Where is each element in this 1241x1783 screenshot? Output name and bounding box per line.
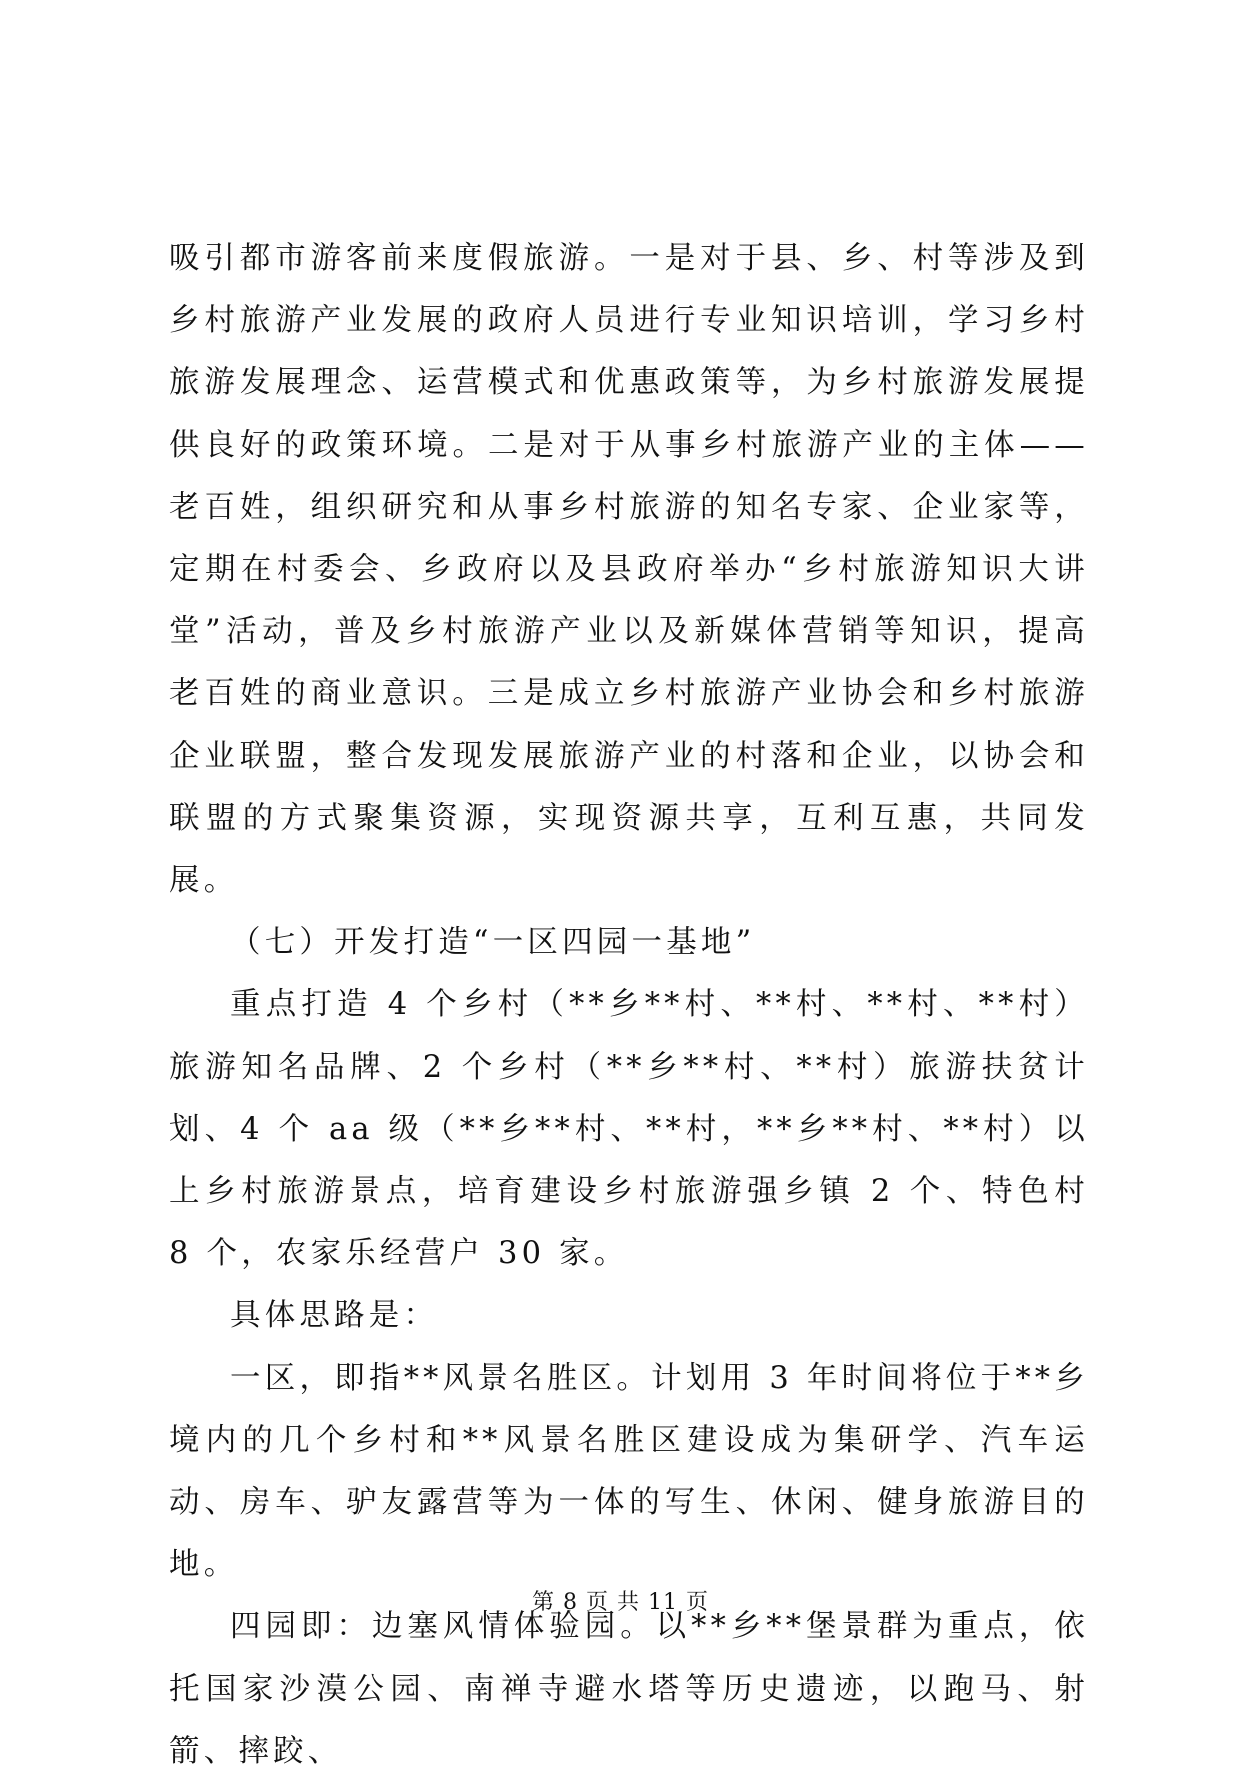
document-body <box>169 228 1089 1783</box>
paragraph-approach-intro: 具体思路是： <box>230 1298 439 1334</box>
paragraph-continuation: 吸引都市游客前来度假旅游。一是对于县、乡、村等涉及到乡村旅游产业发展的政府人员进行专业知识培训，学习乡村旅游发展理念、运营模式和优惠政策等，为乡村旅游发展提供良好的政策环境。二是对于从事乡村旅游产业的主体——老百姓，组织研究和从事乡村旅游的知名专家、企业家等，定期在村委会、乡政府以及县政府举办“乡村旅游知识大讲堂”活动，普及乡村旅游产业以及新媒体营销等知识，提高老百姓的商业意识。三是成立乡村旅游产业协会和乡村旅游企业联盟，整合发现发展旅游产业的村落和企业，以协会和联盟的方式聚集资源，实现资源共享，互利互惠，共同发展。 <box>169 241 1089 899</box>
section-heading: （七）开发打造“一区四园一基地” <box>230 925 756 961</box>
paragraph-one-zone: 一区，即指**风景名胜区。计划用 3 年时间将位于**乡境内的几个乡村和**风景名胜区建设成为集研学、汽车运动、房车、驴友露营等为一体的写生、休闲、健身旅游目的地。 <box>169 1360 1089 1583</box>
paragraph-four-parks: 四园即：边塞风情体验园。以**乡**堡景群为重点，依托国家沙漠公园、南禅寺避水塔等历史遗迹，以跑马、射箭、摔跤、 <box>169 1609 1089 1769</box>
paragraph-key-targets: 重点打造 4 个乡村（**乡**村、**村、**村、**村）旅游知名品牌、2 个乡村（**乡**村、**村）旅游扶贫计划、4 个 aa 级（**乡**村、**村，**乡**村、**村）以上乡村旅游景点，培育建设乡村旅游强乡镇 2 个、特色村 8 个，农家乐经营户 30 家。 <box>169 987 1089 1272</box>
page-footer: 第 8 页 共 11 页 <box>532 1590 709 1615</box>
